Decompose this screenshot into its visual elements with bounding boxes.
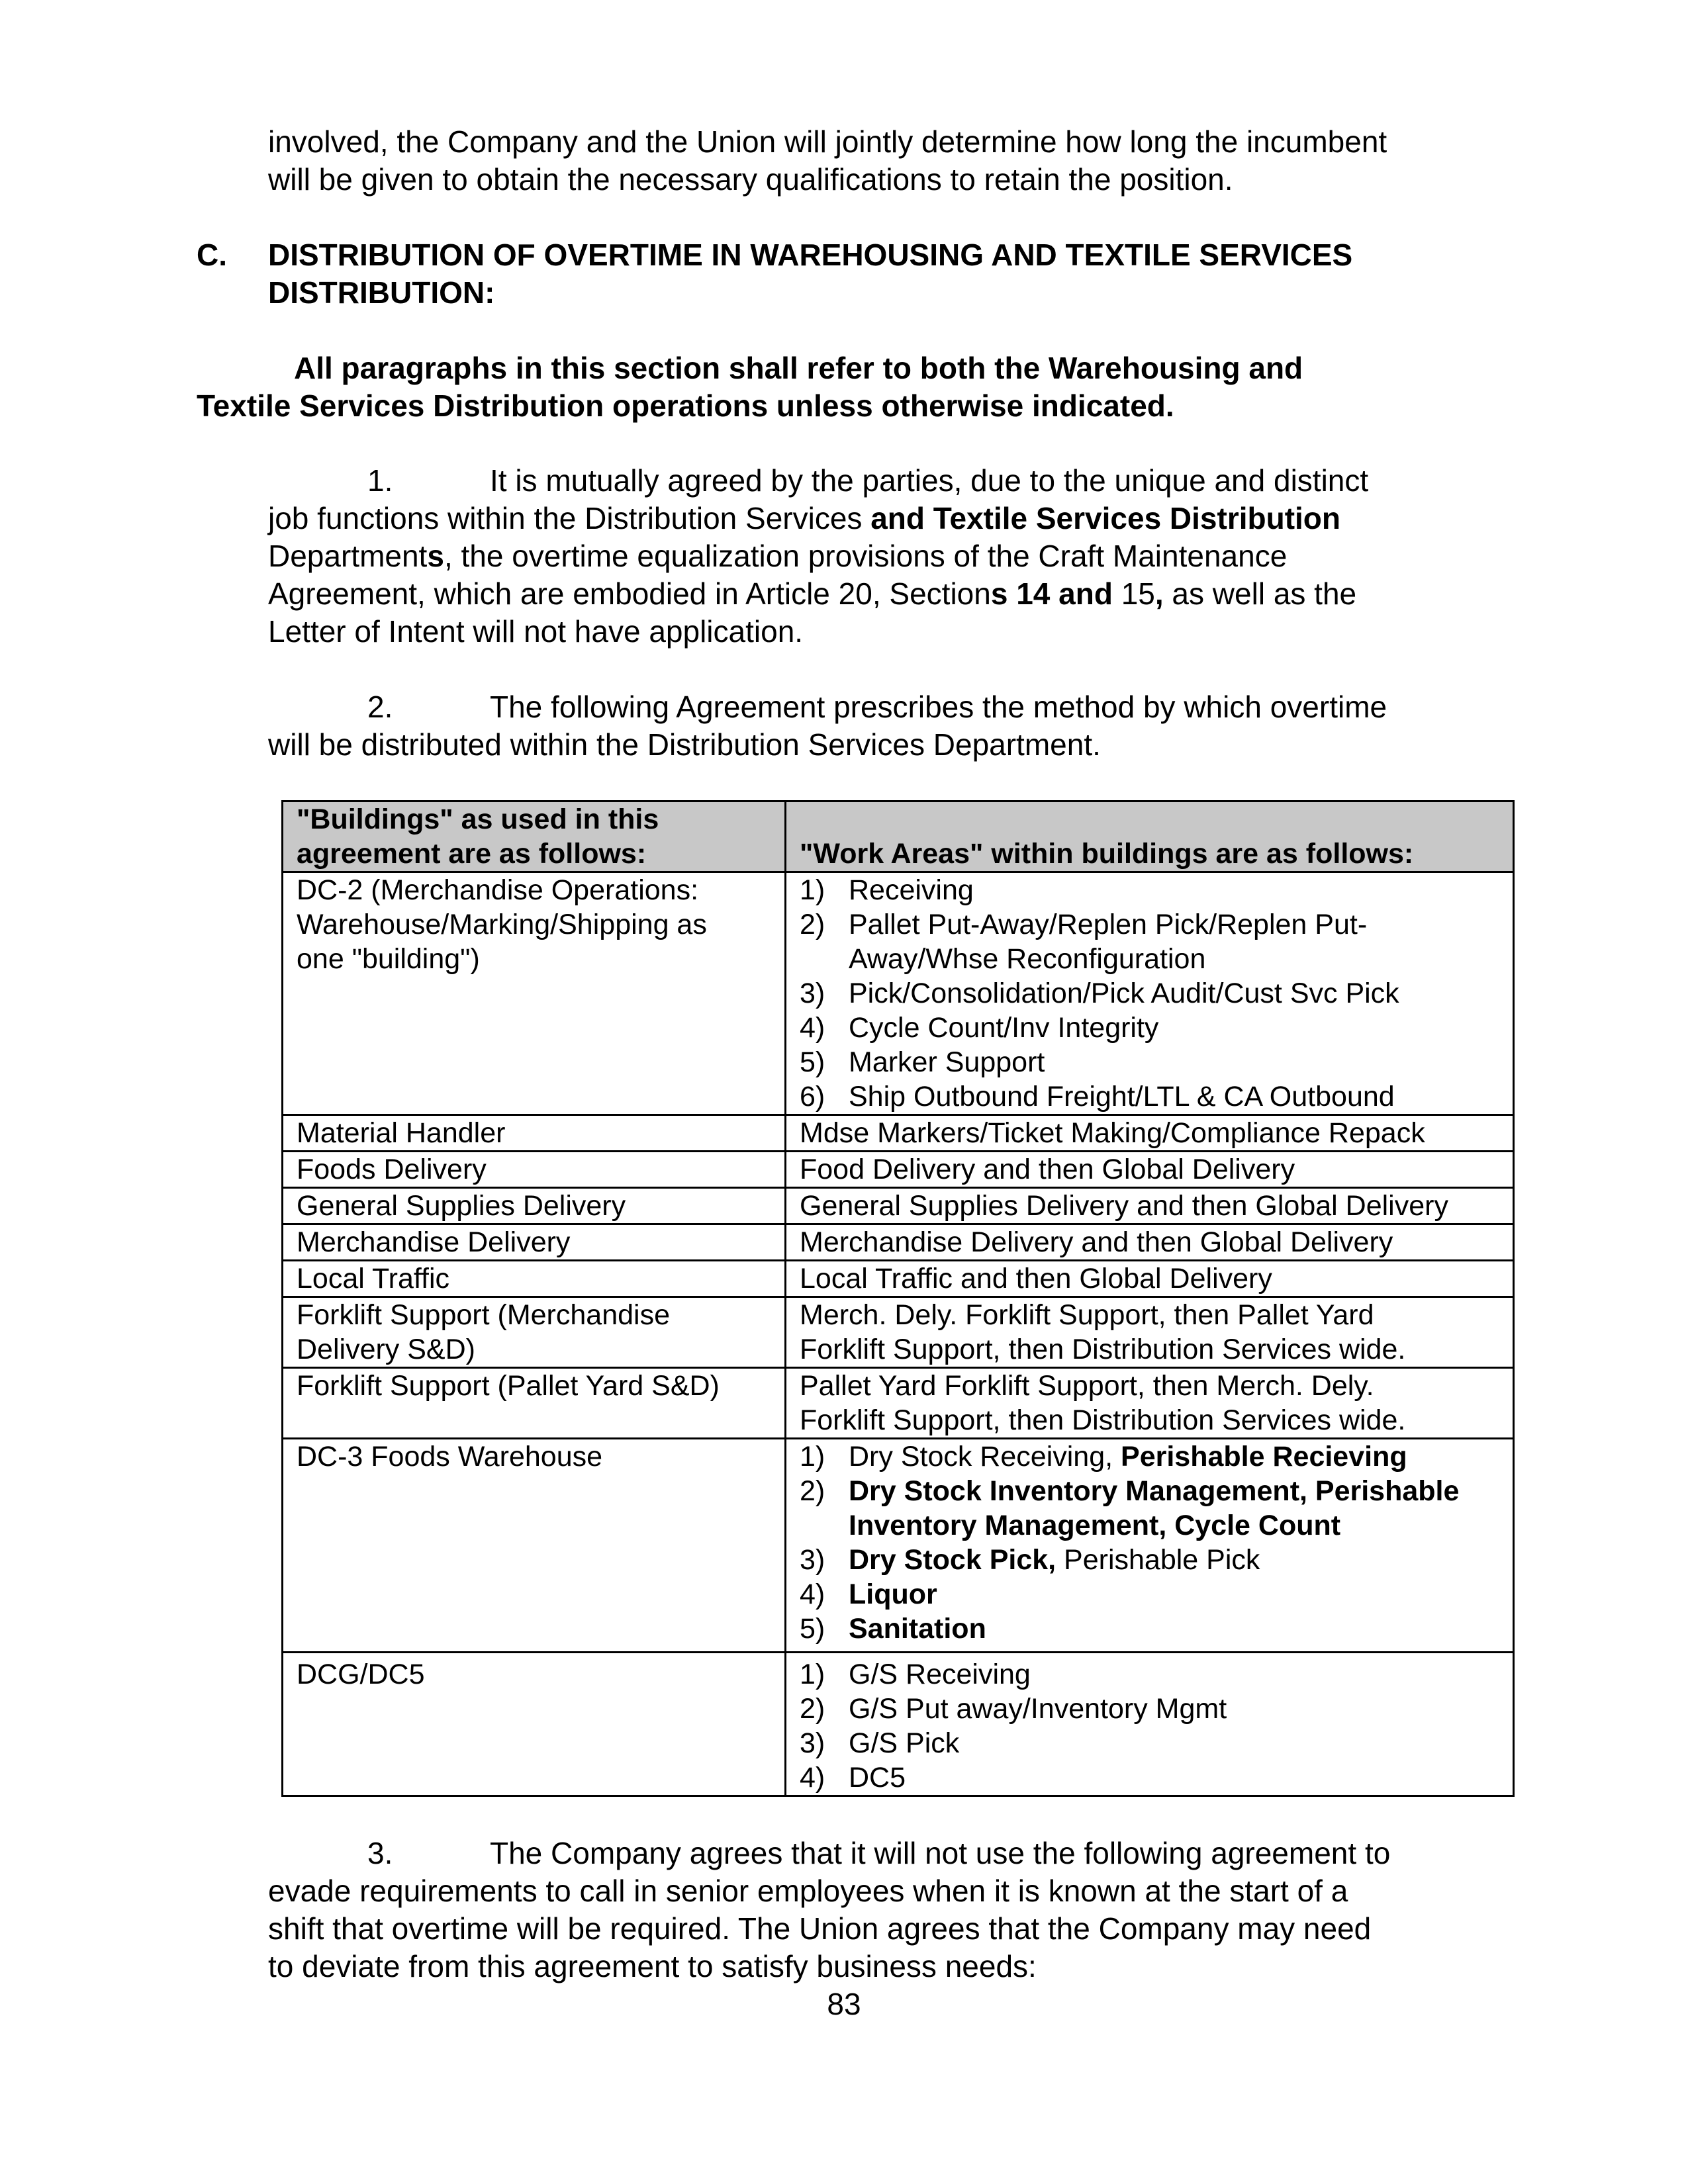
building-cell: Forklift Support (Merchandise Delivery S&D) bbox=[283, 1297, 786, 1368]
paragraph-3-line-4: to deviate from this agreement to satisfy business needs: bbox=[268, 1949, 1037, 1983]
list-item: 4) Cycle Count/Inv Integrity bbox=[800, 1012, 1159, 1044]
list-item: 3) Dry Stock Pick, Perishable Pick bbox=[800, 1544, 1260, 1576]
list-item: 4) Liquor bbox=[800, 1578, 937, 1610]
list-item: 6) Ship Outbound Freight/LTL & CA Outbound bbox=[800, 1081, 1395, 1113]
work-area-cell bbox=[786, 872, 1514, 1115]
section-c-title bbox=[268, 236, 1352, 312]
table-row bbox=[283, 1188, 1514, 1224]
building-cell: DCG/DC5 bbox=[283, 1653, 786, 1796]
paragraph-2 bbox=[268, 688, 1387, 764]
list-item: 2) Pallet Put-Away/Replen Pick/Replen Put-Away/Whse Reconfiguration bbox=[800, 909, 1368, 975]
header-buildings: "Buildings" as used in this agreement are as follows: bbox=[283, 801, 786, 872]
paragraph-1-line-5: Letter of Intent will not have application. bbox=[268, 614, 804, 649]
paragraph-3-number: 3. bbox=[367, 1836, 393, 1870]
paragraph-3-line-2: evade requirements to call in senior employees when it is known at the start of a bbox=[268, 1874, 1348, 1908]
work-area-cell: General Supplies Delivery and then Global Delivery bbox=[786, 1188, 1514, 1224]
work-area-cell: Local Traffic and then Global Delivery bbox=[786, 1261, 1514, 1297]
intro-paragraph bbox=[268, 123, 1387, 199]
section-c-note-line-1: All paragraphs in this section shall refer to both the Warehousing and bbox=[294, 351, 1303, 385]
building-cell: Forklift Support (Pallet Yard S&D) bbox=[283, 1368, 786, 1439]
work-area-cell bbox=[786, 1653, 1514, 1796]
table-row bbox=[283, 1368, 1514, 1439]
table-row bbox=[283, 1297, 1514, 1368]
list-item: 3) G/S Pick bbox=[800, 1727, 960, 1759]
work-area-cell: Pallet Yard Forklift Support, then Merch. Dely. Forklift Support, then Distribution Services wide. bbox=[786, 1368, 1514, 1439]
section-c-note-line-2: Textile Services Distribution operations unless otherwise indicated. bbox=[197, 388, 1174, 423]
list-item: 2) Dry Stock Inventory Management, Perishable Inventory Management, Cycle Count bbox=[800, 1475, 1460, 1541]
work-area-cell: Merchandise Delivery and then Global Delivery bbox=[786, 1224, 1514, 1261]
section-c-title-line-1: DISTRIBUTION OF OVERTIME IN WAREHOUSING AND TEXTILE SERVICES bbox=[268, 238, 1353, 272]
work-area-list bbox=[800, 1439, 1499, 1646]
table-row bbox=[283, 872, 1514, 1115]
list-item: 1) G/S Receiving bbox=[800, 1659, 1031, 1690]
list-item: 3) Pick/Consolidation/Pick Audit/Cust Svc Pick bbox=[800, 978, 1399, 1009]
intro-line-2: will be given to obtain the necessary qualifications to retain the position. bbox=[268, 162, 1233, 197]
paragraph-1-line-2: job functions within the Distribution Services and Textile Services Distribution bbox=[268, 501, 1341, 535]
table-row bbox=[283, 1224, 1514, 1261]
paragraph-3 bbox=[268, 1835, 1390, 1985]
table-row bbox=[283, 1261, 1514, 1297]
building-cell: General Supplies Delivery bbox=[283, 1188, 786, 1224]
header-work-areas: "Work Areas" within buildings are as follows: bbox=[786, 801, 1514, 872]
section-c-letter: C. bbox=[197, 238, 227, 272]
work-area-cell: Food Delivery and then Global Delivery bbox=[786, 1152, 1514, 1188]
building-cell: DC-2 (Merchandise Operations: Warehouse/Marking/Shipping as one "building") bbox=[283, 872, 786, 1115]
work-area-cell: Mdse Markers/Ticket Making/Compliance Repack bbox=[786, 1115, 1514, 1152]
work-area-cell: Merch. Dely. Forklift Support, then Pallet Yard Forklift Support, then Distribution Services wide. bbox=[786, 1297, 1514, 1368]
paragraph-1-number: 1. bbox=[367, 463, 393, 498]
section-c-note bbox=[197, 349, 1303, 425]
paragraph-2-number: 2. bbox=[367, 690, 393, 724]
list-item: 2) G/S Put away/Inventory Mgmt bbox=[800, 1693, 1227, 1725]
section-c-title-line-2: DISTRIBUTION: bbox=[268, 275, 495, 310]
list-item: 1) Dry Stock Receiving, Perishable Recieving bbox=[800, 1441, 1407, 1473]
paragraph-1-line-4: Agreement, which are embodied in Article 20, Sections 14 and 15, as well as the bbox=[268, 576, 1357, 611]
building-cell: Material Handler bbox=[283, 1115, 786, 1152]
paragraph-2-line-1: 2. The following Agreement prescribes the method by which overtime bbox=[268, 688, 1387, 726]
paragraph-1 bbox=[268, 462, 1368, 651]
list-item: 1) Receiving bbox=[800, 874, 974, 906]
work-area-list bbox=[800, 1657, 1499, 1795]
work-area-list bbox=[800, 873, 1499, 1114]
list-item: 4) DC5 bbox=[800, 1762, 906, 1794]
intro-line-1: involved, the Company and the Union will jointly determine how long the incumbent bbox=[268, 124, 1387, 159]
paragraph-3-line-1: 3. The Company agrees that it will not use the following agreement to bbox=[268, 1835, 1390, 1872]
list-item: 5) Marker Support bbox=[800, 1046, 1045, 1078]
list-item: 5) Sanitation bbox=[800, 1613, 986, 1645]
table-row bbox=[283, 1115, 1514, 1152]
paragraph-1-line-3: Departments, the overtime equalization provisions of the Craft Maintenance bbox=[268, 539, 1288, 573]
table-row bbox=[283, 1653, 1514, 1796]
table-header-row bbox=[283, 801, 1514, 872]
building-cell: Local Traffic bbox=[283, 1261, 786, 1297]
building-cell: DC-3 Foods Warehouse bbox=[283, 1439, 786, 1653]
building-cell: Merchandise Delivery bbox=[283, 1224, 786, 1261]
table-row bbox=[283, 1152, 1514, 1188]
work-area-cell bbox=[786, 1439, 1514, 1653]
page-number: 83 bbox=[827, 1987, 861, 2021]
paragraph-1-line-1: 1. It is mutually agreed by the parties, due to the unique and distinct bbox=[268, 462, 1368, 500]
work-areas-table bbox=[281, 800, 1515, 1797]
building-cell: Foods Delivery bbox=[283, 1152, 786, 1188]
paragraph-3-line-3: shift that overtime will be required. The Union agrees that the Company may need bbox=[268, 1911, 1372, 1946]
paragraph-2-line-2: will be distributed within the Distribution Services Department. bbox=[268, 727, 1101, 762]
table-row bbox=[283, 1439, 1514, 1653]
